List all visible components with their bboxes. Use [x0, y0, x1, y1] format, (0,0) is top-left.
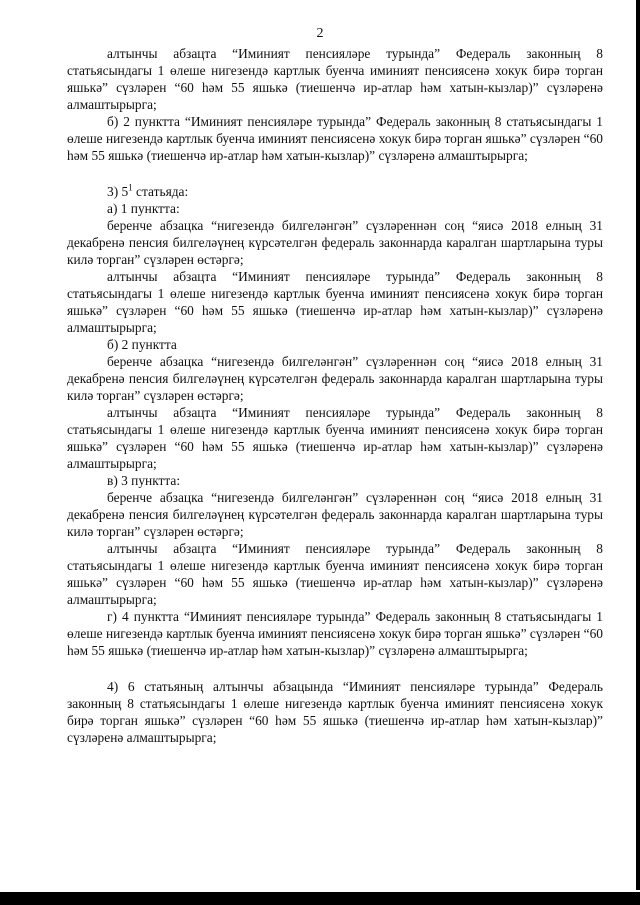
document-body	[67, 45, 603, 746]
paragraph-gap	[67, 659, 603, 676]
paragraph-1: алтынчы абзацта “Иминият пенсияләре турында” Федераль законның 8 статьясындагы 1 өлеше нигезендә картлык буенча иминият пенсиясенә хокук бирә торган яшькә” сүзләрен “60 һәм 55 яшькә (тиешенчә ир-атлар һәм хатын-кызлар)” сүзләренә алмаштырырга;	[67, 46, 603, 112]
paragraph-10: 4) 6 статьяның алтынчы абзацында “Иминият пенсияләре турында” Федераль законның 8 статьясындагы 1 өлеше нигезендә картлык буенча иминият пенсиясенә хокук бирә торган яшькә” сүзләрен “60 һәм 55 яшькә (тиешенчә ир-атлар һәм хатын-кызлар)” сүзләренә алмаштырырга;	[67, 679, 603, 745]
paragraph-subitem-a: а) 1 пунктта:	[107, 201, 180, 216]
scan-edge-bottom	[0, 892, 640, 905]
superscript-one: 1	[128, 182, 133, 193]
paragraph-subitem-v: в) 3 пунктта:	[107, 473, 181, 488]
paragraph-article-heading: 3) $5^1$ статьяда:	[107, 182, 189, 199]
scan-edge-right	[636, 0, 640, 890]
paragraph-7: беренче абзацка “нигезендә билгеләнгән” сүзләреннән соң “яисә 2018 елның 31 декабренә пенсия билгеләүнең күрсәтелгән федераль законнарда каралган шартларына туры килә торган” сүзләрен өстәргә;	[67, 490, 603, 539]
paragraph-5: беренче абзацка “нигезендә билгеләнгән” сүзләреннән соң “яисә 2018 елның 31 декабренә пенсия билгеләүнең күрсәтелгән федераль законнарда каралган шартларына туры килә торган” сүзләрен өстәргә;	[67, 354, 603, 403]
page-number: 2	[316, 26, 324, 41]
paragraph-subitem-b: б) 2 пунктта	[107, 337, 177, 352]
paragraph-6: алтынчы абзацта “Иминият пенсияләре турында” Федераль законның 8 статьясындагы 1 өлеше нигезендә картлык буенча иминият пенсиясенә хокук бирә торган яшькә” сүзләрен “60 һәм 55 яшькә (тиешенчә ир-атлар һәм хатын-кызлар)” сүзләренә алмаштырырга;	[67, 405, 603, 471]
paragraph-2: б) 2 пунктта “Иминият пенсияләре турында” Федераль законның 8 статьясындагы 1 өлеше нигезендә картлык буенча иминият пенсиясенә хокук бирә торган яшькә” сүзләрен “60 һәм 55 яшькә (тиешенчә ир-атлар һәм хатын-кызлар)” сүзләренә алмаштырырга;	[67, 114, 603, 163]
paragraph-3: беренче абзацка “нигезендә билгеләнгән” сүзләреннән соң “яисә 2018 елның 31 декабренә пенсия билгеләүнең күрсәтелгән федераль законнарда каралган шартларына туры килә торган” сүзләрен өстәргә;	[67, 218, 603, 267]
paragraph-8: алтынчы абзацта “Иминият пенсияләре турында” Федераль законның 8 статьясындагы 1 өлеше нигезендә картлык буенча иминият пенсиясенә хокук бирә торган яшькә” сүзләрен “60 һәм 55 яшькә (тиешенчә ир-атлар һәм хатын-кызлар)” сүзләренә алмаштырырга;	[67, 541, 603, 607]
paragraph-9: г) 4 пунктта “Иминият пенсияләре турында” Федераль законның 8 статьясындагы 1 өлеше нигезендә картлык буенча иминият пенсиясенә хокук бирә торган яшькә” сүзләрен “60 һәм 55 яшькә (тиешенчә ир-атлар һәм хатын-кызлар)” сүзләренә алмаштырырга;	[67, 609, 603, 658]
paragraph-4: алтынчы абзацта “Иминият пенсияләре турында” Федераль законның 8 статьясындагы 1 өлеше нигезендә картлык буенча иминият пенсиясенә хокук бирә торган яшькә” сүзләрен “60 һәм 55 яшькә (тиешенчә ир-атлар һәм хатын-кызлар)” сүзләренә алмаштырырга;	[67, 269, 603, 335]
paragraph-gap	[67, 164, 603, 181]
